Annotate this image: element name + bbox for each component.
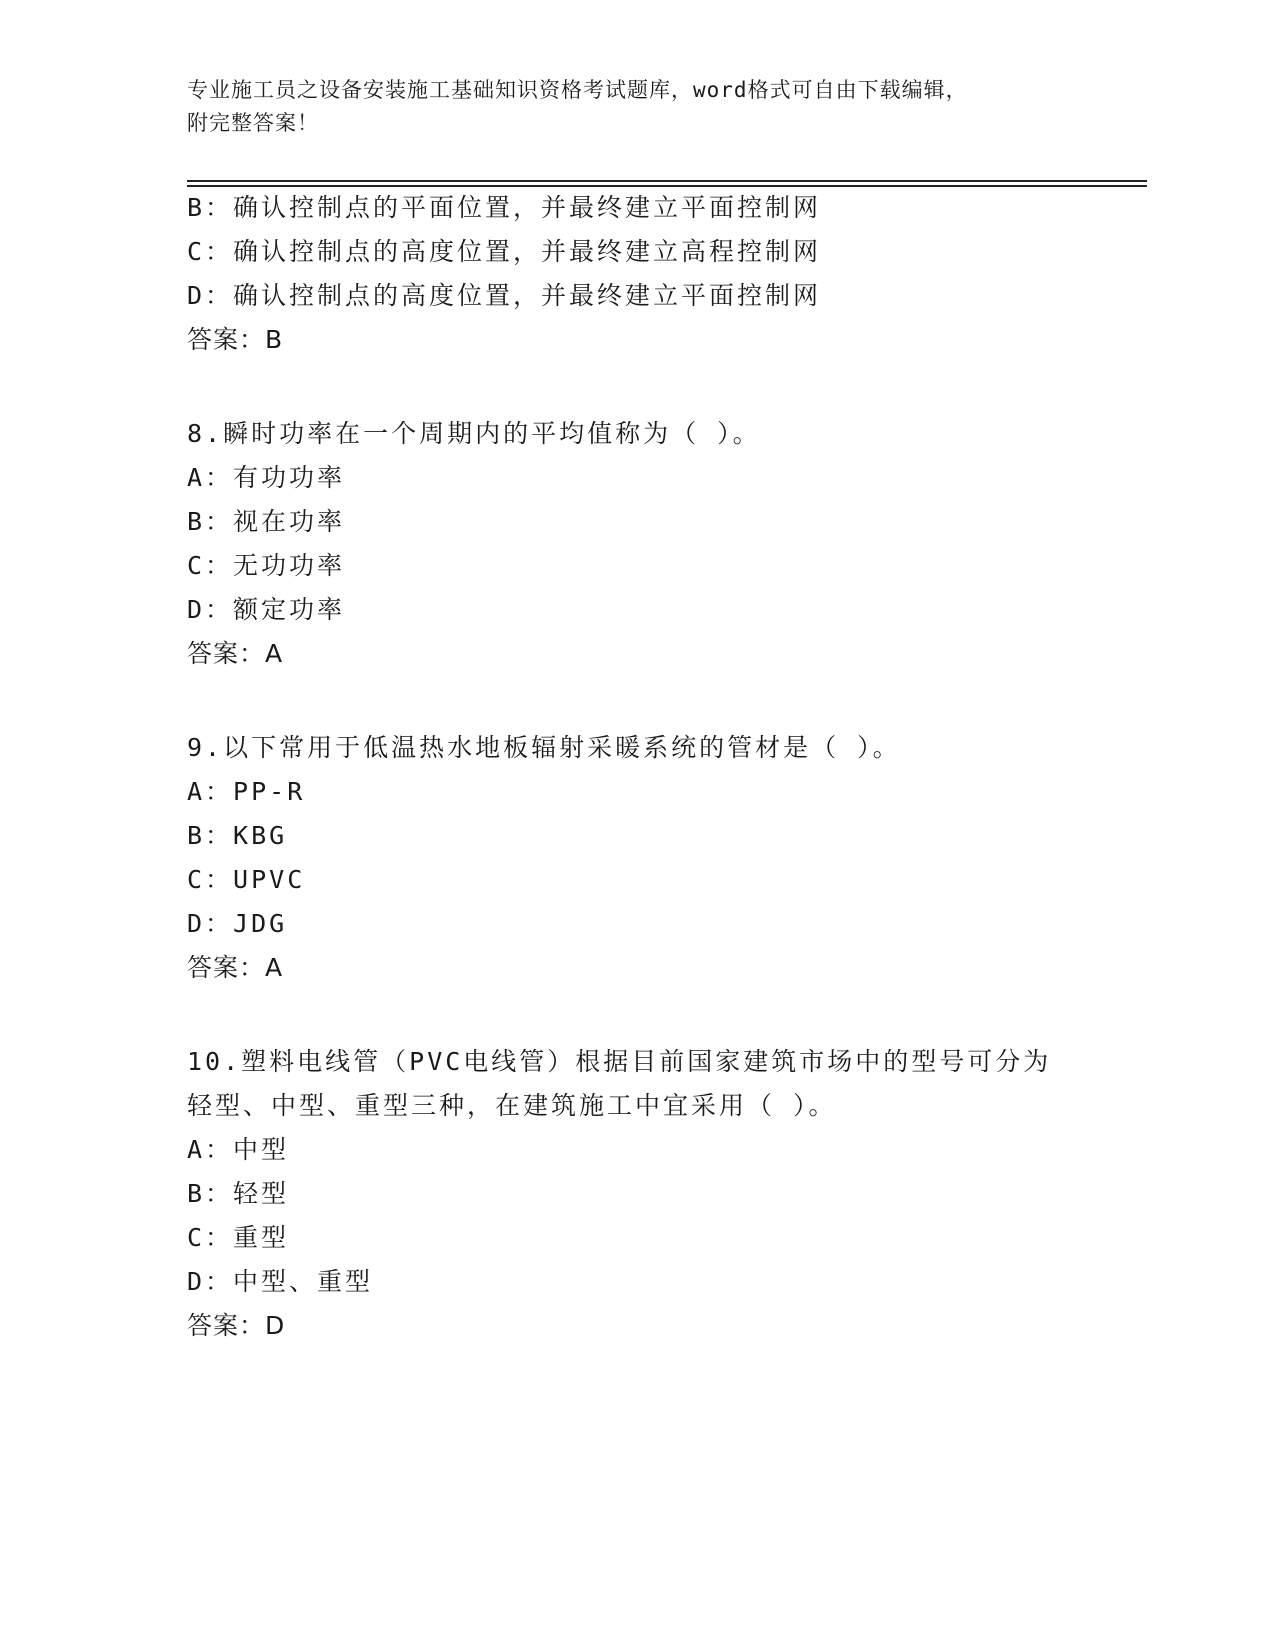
q10-question-line2: 轻型、中型、重型三种，在建筑施工中宜采用（ ）。 bbox=[187, 1091, 837, 1120]
q9-option-b: B：KBG bbox=[187, 821, 288, 850]
header-divider-bottom bbox=[187, 185, 1147, 187]
q9-question: 9.以下常用于低温热水地板辐射采暖系统的管材是（ ）。 bbox=[187, 733, 901, 762]
q10-answer: 答案：D bbox=[187, 1311, 286, 1340]
q10-question-line1: 10.塑料电线管（PVC电线管）根据目前国家建筑市场中的型号可分为 bbox=[187, 1047, 1052, 1076]
q8-answer: 答案：A bbox=[187, 639, 284, 668]
q8-option-d: D：额定功率 bbox=[187, 595, 346, 624]
q10-option-a: A：中型 bbox=[187, 1135, 290, 1164]
q9-option-a: A：PP-R bbox=[187, 777, 306, 806]
document-header bbox=[187, 74, 1087, 140]
q10-option-d: D：中型、重型 bbox=[187, 1267, 374, 1296]
q8-option-c: C：无功功率 bbox=[187, 551, 346, 580]
header-title-line1: 专业施工员之设备安装施工基础知识资格考试题库，word格式可自由下载编辑， bbox=[187, 78, 968, 102]
q8-question: 8.瞬时功率在一个周期内的平均值称为（ ）。 bbox=[187, 419, 761, 448]
q10-option-b: B：轻型 bbox=[187, 1179, 290, 1208]
q10-option-c: C：重型 bbox=[187, 1223, 290, 1252]
q8-option-b: B：视在功率 bbox=[187, 507, 346, 536]
q9-option-c: C：UPVC bbox=[187, 865, 306, 894]
q7-option-d: D：确认控制点的高度位置，并最终建立平面控制网 bbox=[187, 281, 822, 310]
q7-option-b: B：确认控制点的平面位置，并最终建立平面控制网 bbox=[187, 193, 822, 222]
header-divider-top bbox=[187, 180, 1147, 182]
q7-answer: 答案：B bbox=[187, 325, 284, 354]
q9-answer: 答案：A bbox=[187, 953, 284, 982]
q7-option-c: C：确认控制点的高度位置，并最终建立高程控制网 bbox=[187, 237, 822, 266]
header-title-line2: 附完整答案！ bbox=[187, 111, 319, 135]
q9-option-d: D：JDG bbox=[187, 909, 288, 938]
q8-option-a: A：有功功率 bbox=[187, 463, 346, 492]
